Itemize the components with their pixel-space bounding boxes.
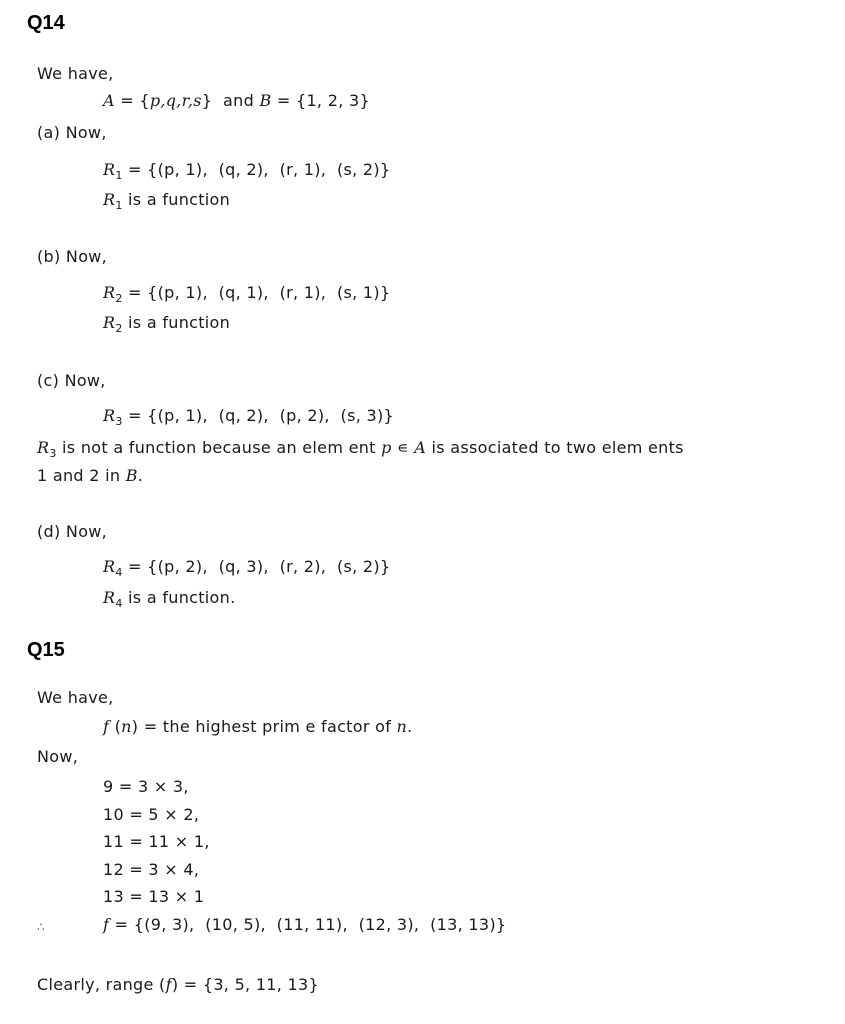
period: . [137, 466, 144, 485]
conclusion-text: is a function. [122, 588, 236, 607]
range-line [37, 975, 319, 995]
pair: (q, 2) [218, 160, 264, 179]
factorization-line: 12 = 3 × 4, [103, 860, 200, 879]
conclusion-text: is not a function because an elem ent [56, 438, 382, 457]
set-b-label: B [259, 91, 272, 110]
pair: (r, 1) [279, 283, 321, 302]
part-d-conclusion [103, 588, 235, 608]
part-a-conclusion [103, 190, 230, 210]
relation-subscript: 1 [115, 169, 123, 182]
pair: (13, 13) [430, 915, 496, 934]
pair: (p, 2) [279, 406, 325, 425]
relation-subscript: 4 [115, 566, 123, 579]
variable-n: n [396, 717, 408, 736]
set-a-elems: p,q,r,s [149, 91, 202, 110]
conclusion-text: is a function [122, 313, 231, 332]
conclusion-text: is a function [122, 190, 231, 209]
period: . [407, 717, 413, 736]
part-b-conclusion [103, 313, 230, 333]
relation-name: R [103, 557, 116, 576]
q15-intro: We have, [37, 688, 114, 707]
relation-subscript: 4 [115, 597, 123, 610]
relation-eq: = { [122, 283, 158, 302]
pair: (s, 1) [336, 283, 380, 302]
therefore-symbol: ∴ [37, 920, 45, 934]
q14-intro: We have, [37, 64, 114, 83]
relation-eq: = { [122, 160, 158, 179]
set-a-close: } [201, 91, 213, 110]
part-c-relation: $R_3 = \{(p$, 1), (q, 2), (p, 2), (s, 3)} [103, 406, 395, 428]
pair: (p, 1) [157, 283, 203, 302]
q15-now: Now, [37, 747, 79, 766]
part-a-relation: $R_1 = \{(p$, 1), (q, 2), (r, 1), (s, 2)} [103, 160, 391, 182]
relation-close: } [379, 557, 391, 576]
set-a-ref: A [414, 438, 427, 457]
part-c-conclusion-line2 [37, 466, 143, 486]
function-eq: = { [109, 915, 145, 934]
factorization-line: 9 = 3 × 3, [103, 777, 189, 796]
pair: (p, 1) [157, 406, 203, 425]
relation-close: } [379, 160, 391, 179]
part-b-label: (b) Now, [37, 247, 108, 266]
function-f: f [103, 915, 110, 934]
q14-sets-line [103, 91, 370, 111]
pair: (s, 3) [340, 406, 384, 425]
def-text: ) = the highest prim e factor of [131, 717, 397, 736]
q15-definition [103, 717, 413, 737]
relation-eq: = { [122, 406, 158, 425]
relation-subscript: 3 [49, 447, 57, 460]
def-open: ( [109, 717, 122, 736]
function-f: f [165, 975, 172, 994]
factorization-line: 13 = 13 × 1 [103, 887, 205, 906]
pair: (s, 2) [336, 557, 380, 576]
function-set: f = {(9, 3), (10, 5), (11, 11), (12, 3), (13, 13)} [103, 915, 507, 934]
range-text: Clearly, range ( [37, 975, 166, 994]
function-close: } [495, 915, 507, 934]
pair: (q, 1) [218, 283, 264, 302]
pair: (q, 3) [218, 557, 264, 576]
pair: (11, 11) [276, 915, 343, 934]
pair: (p, 1) [157, 160, 203, 179]
relation-close: } [379, 283, 391, 302]
part-d-label: (d) Now, [37, 522, 108, 541]
and-word: and [212, 91, 260, 110]
element-of-symbol: ∊ [391, 438, 415, 457]
relation-name: R [103, 406, 116, 425]
part-d-relation: $R_4 = \{(p$, 2), (q, 3), (r, 2), (s, 2)} [103, 557, 391, 579]
relation-subscript: 1 [115, 199, 123, 212]
part-a-label: (a) Now, [37, 123, 107, 142]
range-values: ) = {3, 5, 11, 13} [171, 975, 320, 994]
pair: (10, 5) [205, 915, 261, 934]
relation-name: R [103, 190, 116, 209]
pair: (12, 3) [358, 915, 414, 934]
relation-name: R [103, 160, 116, 179]
pair: (p, 2) [157, 557, 203, 576]
pair: (r, 2) [279, 557, 321, 576]
relation-name: R [103, 313, 116, 332]
relation-subscript: 2 [115, 292, 123, 305]
relation-name: R [103, 283, 116, 302]
pair: (q, 2) [218, 406, 264, 425]
pair: (r, 1) [279, 160, 321, 179]
part-c-conclusion [37, 438, 684, 458]
factorization-line: 10 = 5 × 2, [103, 805, 200, 824]
set-b-eq: = {1, 2, 3} [271, 91, 370, 110]
pair: (s, 2) [336, 160, 380, 179]
relation-name: R [103, 588, 116, 607]
factorization-line: 11 = 11 × 1, [103, 832, 210, 851]
element-p: p [381, 438, 392, 457]
part-b-relation: $R_2 = \{(p$, 1), (q, 1), (r, 1), (s, 1)} [103, 283, 391, 305]
conclusion-text: is associated to two elem ents [426, 438, 684, 457]
set-b-ref: B [125, 466, 138, 485]
variable-n: n [121, 717, 132, 736]
part-c-label: (c) Now, [37, 371, 106, 390]
relation-eq: = { [122, 557, 158, 576]
set-a-label: A [103, 91, 115, 110]
relation-name: R [37, 438, 50, 457]
function-f: f [103, 717, 110, 736]
q15-heading: Q15 [27, 639, 65, 661]
conclusion-text: 1 and 2 in [37, 466, 126, 485]
set-a-eq: = { [114, 91, 150, 110]
pair: (9, 3) [144, 915, 190, 934]
relation-subscript: 2 [115, 322, 123, 335]
q14-heading: Q14 [27, 12, 65, 34]
relation-subscript: 3 [115, 415, 123, 428]
relation-close: } [383, 406, 395, 425]
